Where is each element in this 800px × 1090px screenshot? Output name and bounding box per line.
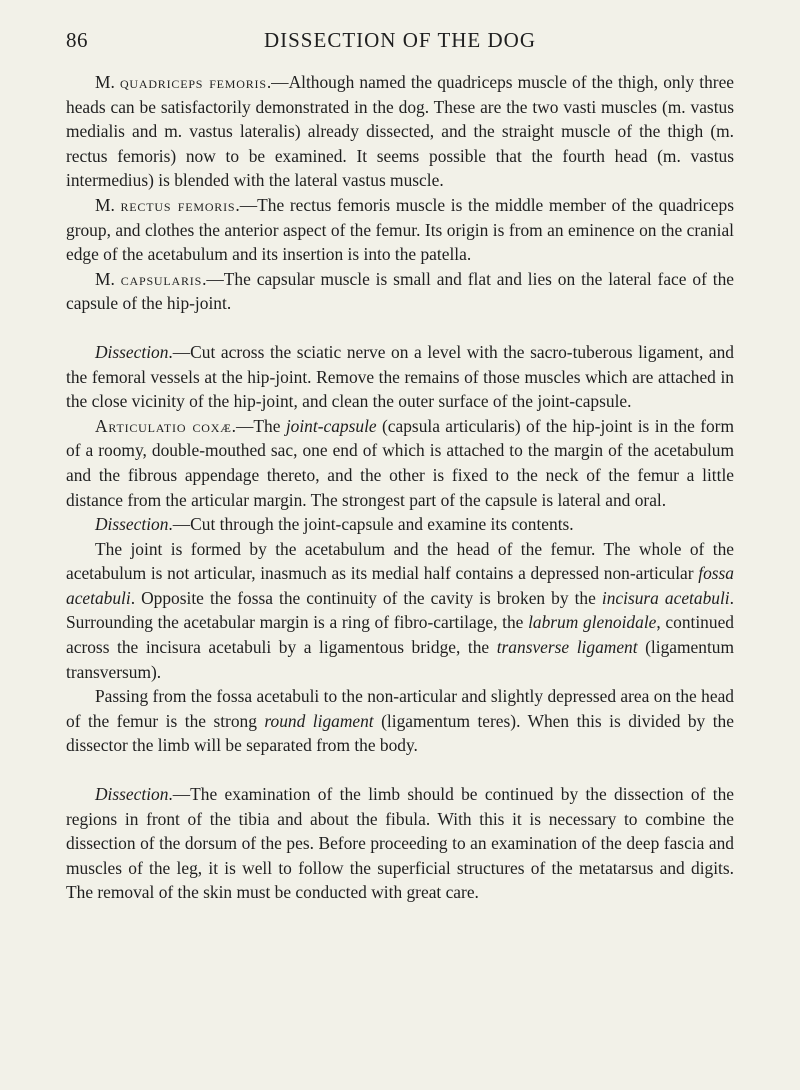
italic-term: incisura acetabuli — [601, 587, 730, 608]
paragraph-p2 — [66, 193, 734, 267]
section-heading: quadriceps femoris — [119, 72, 267, 92]
paragraph-p8 — [66, 684, 734, 758]
italic-term: labrum glenoidale — [528, 612, 657, 633]
paragraph-text: (capsula articularis) of the hip-joint is in the form of a roomy, double-mouthed sac, one end of which is attached to the margin of the acetabulum and the fibrous appendage thereto, and the other is fixed to the neck of the femur a little distance from the articular margin. The strongest part of the capsule is lateral and oral. — [66, 415, 735, 510]
paragraph-text: M. — [95, 268, 121, 289]
italic-term: round ligament — [264, 710, 374, 731]
paragraph-p1 — [66, 70, 734, 193]
italic-term: Dissection — [95, 784, 169, 805]
paragraph-text: . Surrounding the acetabular margin is a ring of fibro-cartilage, the — [66, 587, 734, 633]
italic-term: Dissection — [95, 514, 169, 535]
paragraph-text: Passing from the fossa acetabuli to the non-articular and slightly depressed area on the head of the femur is the strong — [66, 686, 734, 731]
paragraph-text: The joint is formed by the acetabulum and the head of the femur. The whole of the acetabulum is not articular, inasmuch as its medial half contains a depressed non-articular — [66, 538, 734, 584]
paragraph-text: .—The rectus femoris muscle is the middle member of the quadriceps group, and clothes the anterior aspect of the femur. Its origin is from an eminence on the cranial edge of the acetabulum and its insertion is into the patella. — [66, 194, 734, 265]
paragraph-text: .—The capsular muscle is small and flat and lies on the lateral face of the capsule of the hip-joint. — [66, 268, 734, 314]
paragraph-text: M. — [95, 72, 120, 92]
running-title: DISSECTION OF THE DOG — [263, 28, 537, 52]
paragraph-p5 — [66, 414, 734, 512]
running-header — [66, 22, 734, 56]
italic-term: joint-capsule — [285, 415, 377, 436]
paragraph-text: (ligamentum teres). When this is divided by the dissector the limb will be separated from the body. — [66, 710, 734, 756]
page-number: 86 — [66, 28, 88, 52]
paragraph-text: . Opposite the fossa the continuity of the cavity is broken by the — [130, 587, 602, 608]
paragraph-p4 — [66, 340, 734, 414]
paragraph-text: .—Cut across the sciatic nerve on a level with the sacro-tuberous ligament, and the femoral vessels at the hip-joint. Remove the remains of those muscles which are attached in the close vicinity of the hip-joint, and clean the outer surface of the joint-capsule. — [66, 341, 734, 412]
paragraph-text: , continued across the incisura acetabuli by a ligamentous bridge, the — [66, 612, 734, 658]
italic-term: Dissection — [95, 341, 169, 362]
section-heading: Articulatio coxæ — [95, 415, 232, 436]
paragraph-text: .—Although named the quadriceps muscle of the thigh, only three heads can be satisfactorily demonstrated in the dog. These are the two vasti muscles (m. vastus medialis and m. vastus lateralis) already dissected, and the straight muscle of the thigh (m. rectus femoris) now to be examined. It seems possible that the fourth head (m. vastus intermedius) is blended with the lateral vastus muscle. — [66, 72, 735, 191]
paragraph-p7 — [66, 537, 734, 685]
body-text — [66, 70, 734, 905]
section-heading: rectus femoris — [120, 194, 236, 215]
italic-term: fossa acetabuli — [66, 563, 734, 608]
paragraph-p9 — [66, 782, 734, 905]
paragraph-p3 — [66, 267, 734, 316]
paragraph-text: .—Cut through the joint-capsule and examine its contents. — [168, 514, 574, 535]
paragraph-text: (ligamentum transversum). — [66, 637, 735, 682]
paragraph-text: .—The examination of the limb should be continued by the dissection of the regions in front of the tibia and about the fibula. With this it is necessary to combine the dissection of the dorsum of the pes. Before proceeding to an examination of the deep fascia and muscles of the leg, it is well to follow the superficial structures of the metatarsus and digits. The removal of the skin must be conducted with great care. — [66, 784, 734, 903]
paragraph-p6 — [66, 512, 734, 537]
italic-term: transverse ligament — [496, 637, 638, 658]
paragraph-text: .—The — [231, 415, 286, 436]
section-heading: capsularis — [120, 268, 203, 289]
paragraph-text: M. — [95, 194, 121, 215]
